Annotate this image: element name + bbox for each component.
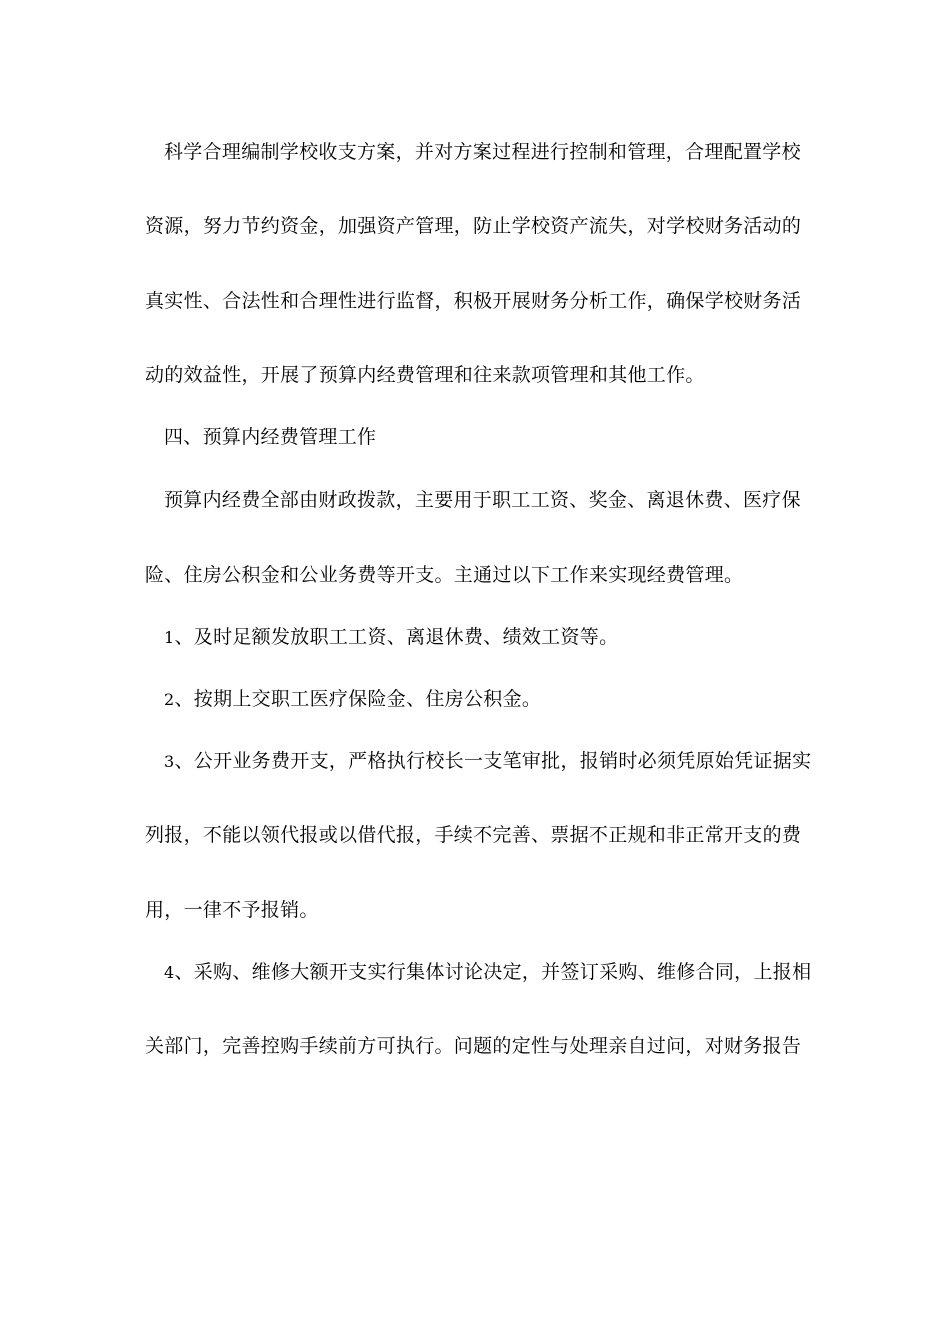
intro-line-1: 科学合理编制学校收支方案，并对方案过程进行控制和管理，合理配置学校 bbox=[164, 141, 801, 163]
list-item-number: 1 bbox=[164, 628, 175, 647]
list-item-4-line-2: 关部门，完善控购手续前方可执行。问题的定性与处理亲自过问，对财务报告 bbox=[145, 1035, 802, 1057]
intro-line-2: 资源，努力节约资金，加强资产管理，防止学校资产流失，对学校财务活动的 bbox=[145, 215, 802, 237]
list-item-number: 4 bbox=[164, 963, 175, 982]
list-item-number: 3 bbox=[164, 752, 175, 771]
list-item-number: 2 bbox=[164, 690, 175, 709]
list-item-text: 、公开业务费开支，严格执行校长一支笔审批，报销时必须凭原始凭证据实 bbox=[174, 750, 812, 772]
list-item-1 bbox=[164, 624, 834, 651]
list-item-2 bbox=[164, 686, 834, 713]
intro-line-3: 真实性、合法性和合理性进行监督，积极开展财务分析工作，确保学校财务活 bbox=[145, 290, 802, 312]
list-item-3 bbox=[164, 748, 834, 775]
list-item-text: 、按期上交职工医疗保险金、住房公积金。 bbox=[174, 688, 542, 710]
list-item-3-line-2: 列报，不能以领代报或以借代报，手续不完善、票据不正规和非正常开支的费 bbox=[145, 824, 802, 846]
list-item-4 bbox=[164, 959, 834, 986]
list-item-text: 、采购、维修大额开支实行集体讨论决定，并签订采购、维修合同，上报相 bbox=[174, 961, 812, 983]
list-item-text: 、及时足额发放职工工资、离退休费、绩效工资等。 bbox=[174, 626, 619, 648]
budget-line-1: 预算内经费全部由财政拨款，主要用于职工工资、奖金、离退休费、医疗保 bbox=[164, 489, 801, 511]
intro-line-4: 动的效益性，开展了预算内经费管理和往来款项管理和其他工作。 bbox=[145, 364, 705, 386]
section-heading: 四、预算内经费管理工作 bbox=[164, 426, 377, 448]
list-item-3-line-3: 用，一律不予报销。 bbox=[145, 899, 319, 921]
budget-line-2: 险、住房公积金和公业务费等开支。主通过以下工作来实现经费管理。 bbox=[145, 564, 744, 586]
